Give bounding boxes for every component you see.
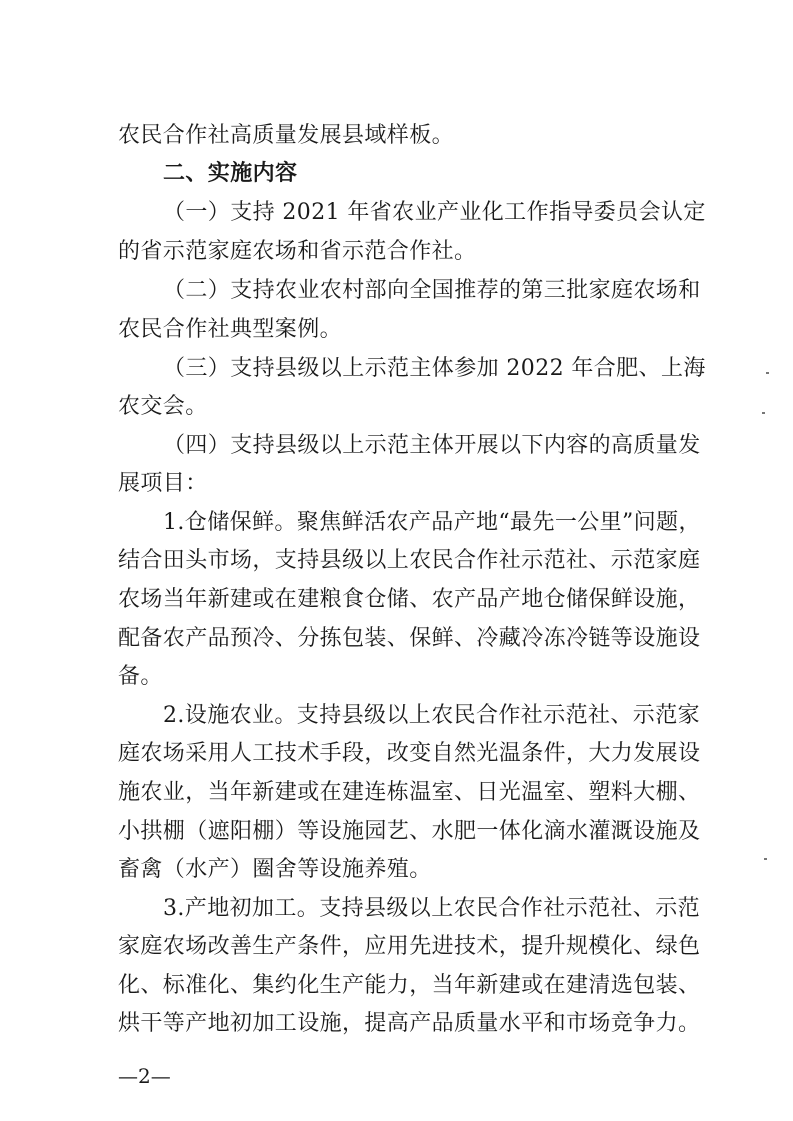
text-line: 2.设施农业。支持县级以上农民合作社示范社、示范家 bbox=[163, 703, 700, 728]
text-line: 农场当年新建或在建粮食仓储、农产品产地仓储保鲜设施， bbox=[118, 587, 701, 612]
text-line: （四）支持县级以上示范主体开展以下内容的高质量发 bbox=[163, 433, 701, 458]
text-line: 烘干等产地初加工设施，提高产品质量水平和市场竞争力。 bbox=[118, 1011, 701, 1036]
page-number: —2— bbox=[118, 1064, 171, 1088]
text-line: （三）支持县级以上示范主体参加 2022 年合肥、上海 bbox=[163, 356, 706, 381]
section-heading: 二、实施内容 bbox=[163, 161, 298, 186]
text-line: （二）支持农业农村部向全国推荐的第三批家庭农场和 bbox=[163, 278, 701, 303]
text-line: 备。 bbox=[118, 664, 163, 689]
text-line: 庭农场采用人工技术手段，改变自然光温条件，大力发展设 bbox=[118, 741, 701, 766]
scan-speck bbox=[764, 858, 767, 860]
text-line: 展项目： bbox=[118, 471, 208, 496]
text-line: 结合田头市场，支持县级以上农民合作社示范社、示范家庭 bbox=[118, 548, 701, 573]
scan-speck bbox=[762, 412, 765, 414]
text-line: 农民合作社典型案例。 bbox=[118, 317, 343, 342]
text-line: 的省示范家庭农场和省示范合作社。 bbox=[118, 239, 477, 264]
text-line: 农民合作社高质量发展县域样板。 bbox=[118, 123, 455, 148]
text-line: 施农业，当年新建或在建连栋温室、日光温室、塑料大棚、 bbox=[118, 780, 701, 805]
text-line: 农交会。 bbox=[118, 394, 208, 419]
text-line: 小拱棚（遮阳棚）等设施园艺、水肥一体化滴水灌溉设施及 bbox=[118, 819, 701, 844]
scan-speck bbox=[766, 372, 769, 374]
text-line: 3.产地初加工。支持县级以上农民合作社示范社、示范 bbox=[163, 896, 700, 921]
text-line: 1.仓储保鲜。聚焦鲜活农产品产地“最先一公里”问题， bbox=[163, 510, 701, 535]
text-line: 化、标准化、集约化生产能力，当年新建或在建清选包装、 bbox=[118, 973, 701, 998]
text-line: （一）支持 2021 年省农业产业化工作指导委员会认定 bbox=[163, 200, 706, 225]
text-line: 家庭农场改善生产条件，应用先进技术，提升规模化、绿色 bbox=[118, 934, 701, 959]
text-line: 配备农产品预冷、分拣包装、保鲜、冷藏冷冻冷链等设施设 bbox=[118, 626, 701, 651]
text-line: 畜禽（水产）圈舍等设施养殖。 bbox=[118, 857, 432, 882]
